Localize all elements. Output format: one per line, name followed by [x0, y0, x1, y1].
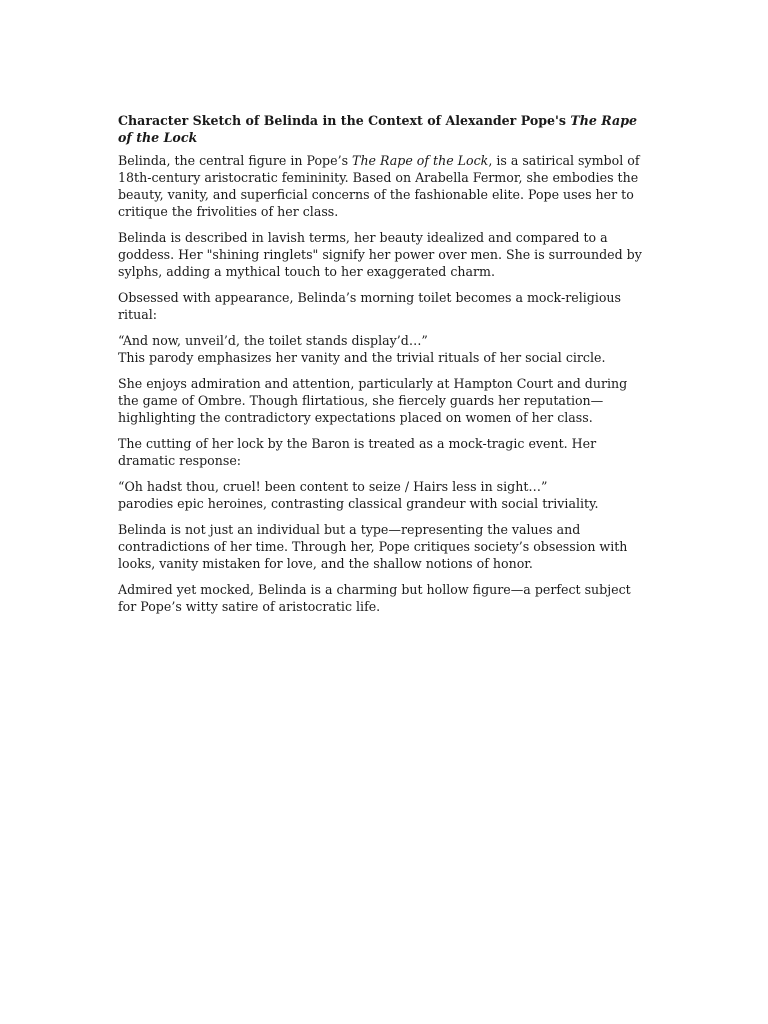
paragraph-intro — [118, 152, 650, 220]
document-body — [118, 112, 650, 624]
title-italic: The Rape of the Lock — [118, 113, 638, 145]
paragraph-text: This parody emphasizes her vanity and the trivial rituals of her social circle. — [118, 350, 606, 365]
paragraph-lock-cutting: The cutting of her lock by the Baron is treated as a mock-tragic event. Her dramatic response: — [118, 436, 597, 468]
paragraph-text: parodies epic heroines, contrasting classical grandeur with social triviality. — [118, 496, 599, 511]
paragraph-type: Belinda is not just an individual but a type—representing the values and contradictions of her time. Through her, Pope critiques society’s obsession with looks, vanity mistaken for love, and the shallow notions of honor. — [118, 522, 628, 571]
paragraph-conclusion: Admired yet mocked, Belinda is a charming but hollow figure—a perfect subject for Pope’s witty satire of aristocratic life. — [118, 582, 631, 614]
paragraph-toilet-quote — [118, 332, 650, 366]
paragraph-lock-quote — [118, 478, 650, 512]
document-title — [118, 112, 650, 146]
paragraph-description: Belinda is described in lavish terms, her beauty idealized and compared to a goddess. Her "shining ringlets" signify her power over men. She is surrounded by sylphs, adding a mythical touch to her exaggerated charm. — [118, 230, 642, 279]
title-text: Character Sketch of Belinda in the Context of Alexander Pope's — [118, 113, 571, 128]
paragraph-toilet-ritual: Obsessed with appearance, Belinda’s morning toilet becomes a mock-religious ritual: — [118, 290, 621, 322]
quotation: “Oh hadst thou, cruel! been content to seize / Hairs less in sight…” — [118, 479, 548, 494]
paragraph-text: Belinda, the central figure in Pope’s — [118, 153, 353, 168]
paragraph-admiration: She enjoys admiration and attention, particularly at Hampton Court and during the game of Ombre. Though flirtatious, she fiercely guards her reputation—highlighting the contradictory expectations placed on women of her class. — [118, 376, 628, 425]
quotation: “And now, unveil’d, the toilet stands display’d…” — [118, 333, 428, 348]
paragraph-text: , is a satirical symbol of 18th-century aristocratic femininity. Based on Arabella Fermor, she embodies the beauty, vanity, and superficial concerns of the fashionable elite. Pope uses her to critique the frivolities of her class. — [118, 153, 640, 219]
work-title: The Rape of the Lock — [352, 153, 489, 168]
